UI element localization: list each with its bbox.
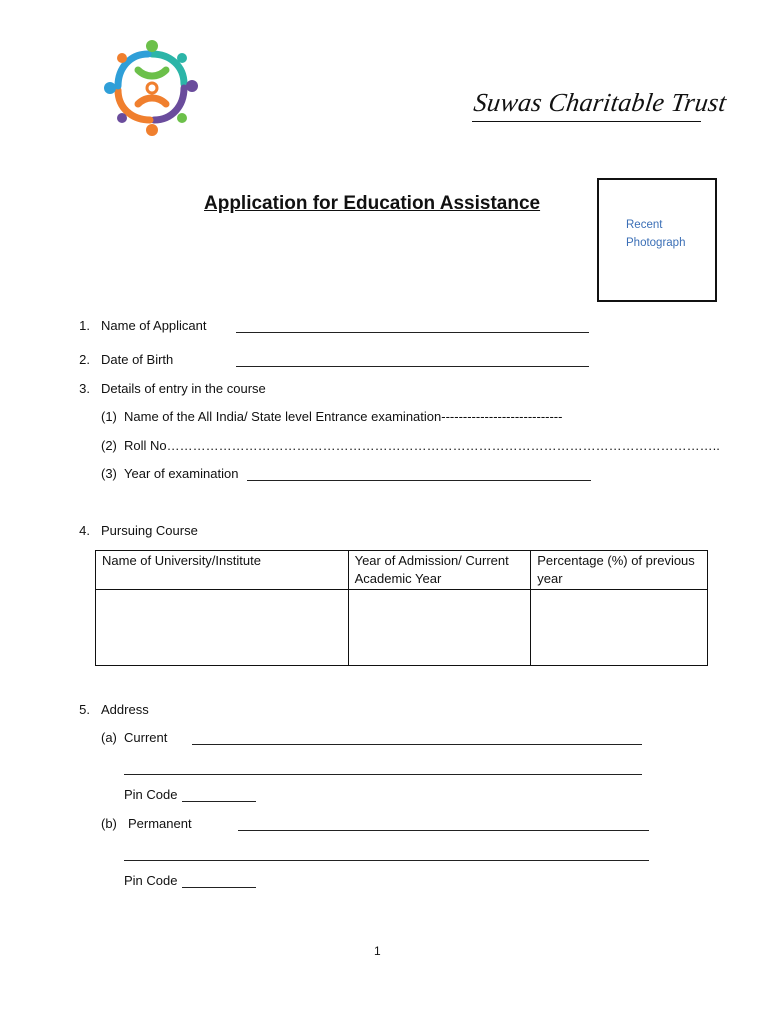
applicant-name-label: Name of Applicant — [101, 318, 207, 333]
admission-year-cell[interactable] — [348, 590, 531, 666]
subitem-number: (a) — [101, 730, 117, 745]
photo-box-label: Recent Photograph — [626, 219, 686, 249]
course-entry-label: Details of entry in the course — [101, 381, 266, 396]
permanent-address-label: Permanent — [128, 816, 192, 831]
exam-year-field[interactable] — [247, 480, 591, 481]
column-header-university: Name of University/Institute — [96, 551, 349, 590]
trust-name-underline — [472, 121, 701, 122]
subitem-number: (3) — [101, 466, 117, 481]
current-pin-code-label: Pin Code — [124, 787, 178, 802]
applicant-name-field[interactable] — [236, 332, 589, 333]
pursuing-course-table — [95, 550, 708, 666]
subitem-number: (b) — [101, 816, 117, 831]
permanent-address-field-line-2[interactable] — [124, 860, 649, 861]
roll-no-label-text: Roll No — [124, 438, 167, 453]
exam-year-label: Year of examination — [124, 466, 239, 481]
date-of-birth-field[interactable] — [236, 366, 589, 367]
column-header-admission-year: Year of Admission/ Current Academic Year — [348, 551, 531, 590]
entrance-exam-label — [124, 409, 562, 425]
item-number: 3. — [79, 381, 90, 396]
permanent-pin-code-label: Pin Code — [124, 873, 178, 888]
university-cell[interactable] — [96, 590, 349, 666]
current-address-field-line-2[interactable] — [124, 774, 642, 775]
item-number: 4. — [79, 523, 90, 538]
page-number: 1 — [374, 944, 381, 958]
roll-no-field[interactable]: ……………………………………………………………………………………………………………….. — [166, 438, 720, 453]
subitem-number: (2) — [101, 438, 117, 453]
address-label: Address — [101, 702, 149, 717]
form-title: Application for Education Assistance — [204, 193, 541, 214]
entrance-exam-field[interactable]: ---------------------------- — [441, 409, 563, 424]
date-of-birth-label: Date of Birth — [101, 352, 174, 367]
current-address-field-line-1[interactable] — [192, 744, 642, 745]
column-header-percentage: Percentage (%) of previous year — [531, 551, 708, 590]
table-row — [96, 590, 708, 666]
item-number: 2. — [79, 352, 90, 367]
roll-no-label — [124, 438, 720, 454]
trust-logo — [100, 36, 204, 140]
permanent-pin-code-field[interactable] — [182, 887, 256, 888]
entrance-exam-label-text: Name of the All India/ State level Entrance examination — [124, 409, 442, 424]
item-number: 1. — [79, 318, 90, 333]
permanent-address-field-line-1[interactable] — [238, 830, 649, 831]
percentage-cell[interactable] — [531, 590, 708, 666]
pursuing-course-label: Pursuing Course — [101, 523, 198, 538]
subitem-number: (1) — [101, 409, 117, 424]
table-header-row — [96, 551, 708, 590]
current-pin-code-field[interactable] — [182, 801, 256, 802]
item-number: 5. — [79, 702, 90, 717]
current-address-label: Current — [124, 730, 168, 745]
trust-name: Suwas Charitable Trust — [472, 88, 729, 117]
